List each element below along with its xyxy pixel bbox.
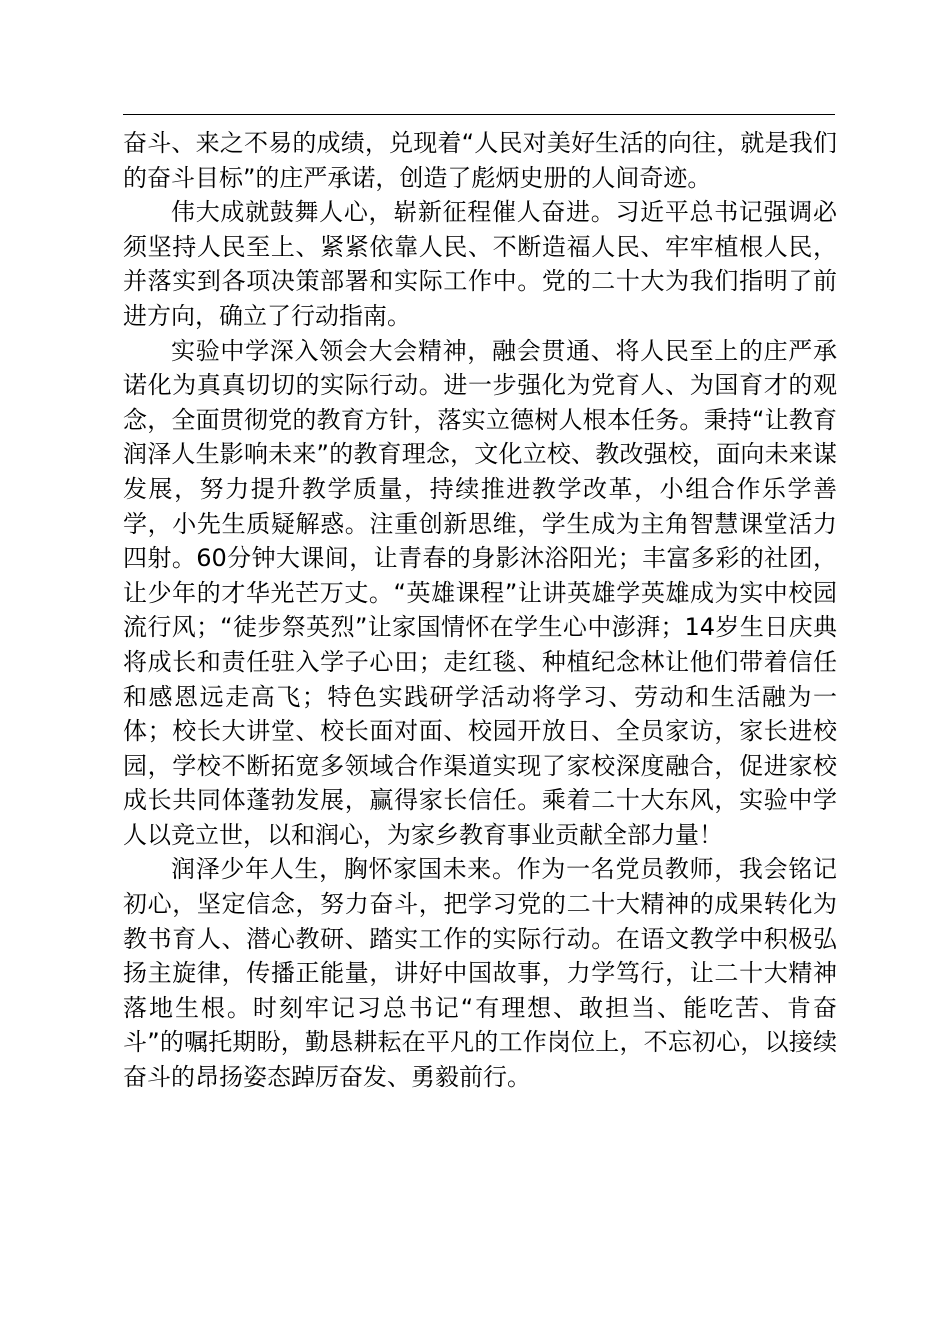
paragraph-4: 润泽少年人生，胸怀家国未来。作为一名党员教师，我会铭记初心，坚定信念，努力奋斗，把学习党的二十大精神的成果转化为教书育人、潜心教研、踏实工作的实际行动。在语文教学中积极弘扬主旋律，传播正能量，讲好中国故事，力学笃行，让二十大精神落地生根。时刻牢记习总书记“有理想、敢担当、能吃苦、肯奋斗”的嘱托期盼，勤恳耕耘在平凡的工作岗位上，不忘初心，以接续奋斗的昂扬姿态踔厉奋发、勇毅前行。 xyxy=(123,855,837,1092)
paragraph-2: 伟大成就鼓舞人心，崭新征程催人奋进。习近平总书记强调必须坚持人民至上、紧紧依靠人民、不断造福人民、牢牢植根人民，并落实到各项决策部署和实际工作中。党的二十大为我们指明了前进方向，确立了行动指南。 xyxy=(123,198,837,330)
header-rule xyxy=(123,114,835,115)
body-text xyxy=(123,126,837,1095)
paragraph-3: 实验中学深入领会大会精神，融会贯通、将人民至上的庄严承诺化为真真切切的实际行动。进一步强化为党育人、为国育才的观念，全面贯彻党的教育方针，落实立德树人根本任务。秉持“让教育润泽人生影响未来”的教育理念，文化立校、教改强校，面向未来谋发展，努力提升教学质量，持续推进教学改革，小组合作乐学善学，小先生质疑解惑。注重创新思维，学生成为主角智慧课堂活力四射。60分钟大课间，让青春的身影沐浴阳光；丰富多彩的社团，让少年的才华光芒万丈。“英雄课程”让讲英雄学英雄成为实中校园流行风；“徒步祭英烈”让家国情怀在学生心中澎湃；14岁生日庆典将成长和责任驻入学子心田；走红毯、种植纪念林让他们带着信任和感恩远走高飞；特色实践研学活动将学习、劳动和生活融为一体；校长大讲堂、校长面对面、校园开放日、全员家访，家长进校园，学校不断拓宽多领域合作渠道实现了家校深度融合，促进家校成长共同体蓬勃发展，赢得家长信任。乘着二十大东风，实验中学人以竞立世，以和润心，为家乡教育事业贡献全部力量！ xyxy=(123,336,837,849)
paragraph-1: 奋斗、来之不易的成绩，兑现着“人民对美好生活的向往，就是我们的奋斗目标”的庄严承诺，创造了彪炳史册的人间奇迹。 xyxy=(123,129,837,192)
